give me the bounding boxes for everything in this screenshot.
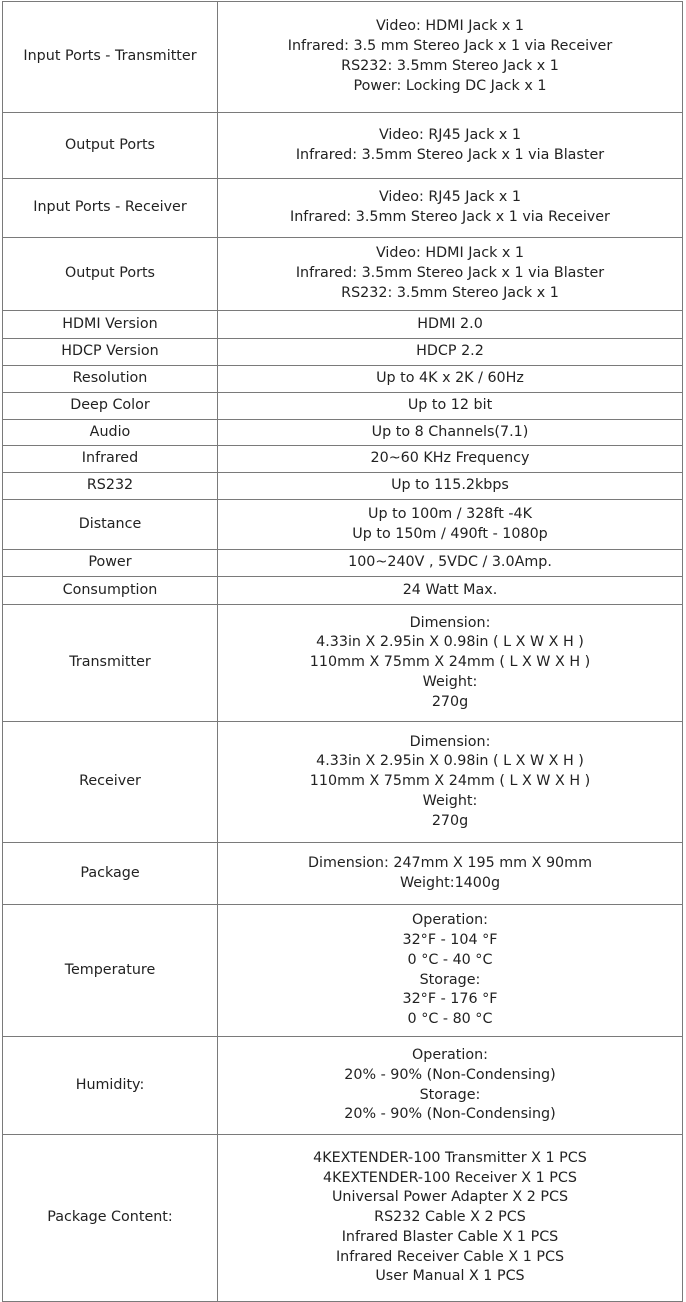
spec-value-line: Up to 4K x 2K / 60Hz	[376, 370, 524, 387]
spec-value-line: Weight:1400g	[399, 874, 501, 891]
spec-row	[3, 473, 683, 500]
spec-value-line: Infrared: 3.5 mm Stereo Jack x 1 via Receiver	[287, 38, 613, 55]
spec-value	[218, 843, 683, 905]
spec-value-line: Dimension: 247mm X 195 mm X 90mm	[308, 854, 592, 871]
spec-label: Infrared	[3, 446, 218, 473]
spec-value	[218, 420, 683, 446]
spec-value	[218, 500, 683, 550]
spec-label: RS232	[3, 473, 218, 500]
spec-row	[3, 238, 683, 311]
spec-value	[218, 2, 683, 113]
spec-value-line: 4.33in X 2.95in X 0.98in ( L X W X H )	[316, 634, 584, 651]
spec-value-line: Infrared: 3.5mm Stereo Jack x 1 via Blaster	[295, 146, 605, 163]
spec-row	[3, 113, 683, 179]
spec-value-line: 32°F - 176 °F	[402, 991, 498, 1008]
spec-value-line: Video: RJ45 Jack x 1	[378, 189, 522, 206]
spec-value	[218, 577, 683, 605]
spec-label: Output Ports	[3, 113, 218, 179]
spec-value-line: 110mm X 75mm X 24mm ( L X W X H )	[309, 773, 591, 790]
spec-value	[218, 238, 683, 311]
spec-value-line: 270g	[431, 693, 469, 710]
spec-value-line: HDMI 2.0	[417, 315, 483, 332]
spec-value-line: Storage:	[419, 1086, 481, 1103]
spec-value-line: 4KEXTENDER-100 Transmitter X 1 PCS	[313, 1149, 587, 1166]
spec-value-line: Up to 8 Channels(7.1)	[371, 423, 529, 440]
spec-value-line: Up to 100m / 328ft -4K	[368, 505, 532, 522]
spec-value-line: Up to 115.2kbps	[391, 477, 509, 494]
spec-value-line: Video: RJ45 Jack x 1	[378, 126, 522, 143]
spec-value	[218, 366, 683, 393]
spec-value-line: Power: Locking DC Jack x 1	[353, 77, 547, 94]
spec-value	[218, 905, 683, 1037]
spec-value	[218, 446, 683, 473]
spec-value-line: Infrared Blaster Cable X 1 PCS	[341, 1228, 559, 1245]
spec-label: Deep Color	[3, 393, 218, 420]
spec-value-line: RS232 Cable X 2 PCS	[374, 1209, 526, 1226]
spec-row	[3, 500, 683, 550]
spec-value-line: Video: HDMI Jack x 1	[375, 245, 525, 262]
spec-row	[3, 1037, 683, 1135]
spec-value	[218, 473, 683, 500]
spec-row	[3, 905, 683, 1037]
spec-value-line: Video: HDMI Jack x 1	[375, 18, 525, 35]
spec-label: Consumption	[3, 577, 218, 605]
spec-row	[3, 577, 683, 605]
spec-value-line: RS232: 3.5mm Stereo Jack x 1	[341, 58, 559, 74]
spec-label: HDCP Version	[3, 339, 218, 366]
spec-row	[3, 366, 683, 393]
spec-row	[3, 550, 683, 577]
spec-row	[3, 2, 683, 113]
spec-label: Temperature	[3, 905, 218, 1037]
spec-row	[3, 843, 683, 905]
spec-value-line: 4.33in X 2.95in X 0.98in ( L X W X H )	[316, 753, 584, 770]
spec-label: HDMI Version	[3, 311, 218, 339]
spec-value-line: Operation:	[412, 1046, 488, 1063]
spec-value-line: HDCP 2.2	[416, 343, 484, 360]
spec-value-line: 20% - 90% (Non-Condensing)	[344, 1106, 556, 1123]
spec-value	[218, 550, 683, 577]
spec-label: Input Ports - Transmitter	[3, 2, 218, 113]
spec-value	[218, 311, 683, 339]
spec-value-line: 32°F - 104 °F	[402, 931, 498, 948]
spec-value	[218, 605, 683, 722]
spec-value	[218, 339, 683, 366]
spec-value-line: 20% - 90% (Non-Condensing)	[344, 1066, 556, 1083]
spec-label: Power	[3, 550, 218, 577]
spec-row	[3, 393, 683, 420]
spec-label: Input Ports - Receiver	[3, 179, 218, 238]
spec-value-line: Infrared Receiver Cable X 1 PCS	[335, 1248, 565, 1265]
spec-label: Output Ports	[3, 238, 218, 311]
spec-value-line: Dimension:	[409, 733, 491, 750]
spec-label: Transmitter	[3, 605, 218, 722]
spec-row	[3, 1135, 683, 1302]
spec-value-line: Weight:	[422, 792, 478, 809]
spec-value-line: Storage:	[419, 971, 481, 988]
spec-row	[3, 722, 683, 843]
spec-value-line: 4KEXTENDER-100 Receiver X 1 PCS	[323, 1169, 577, 1186]
spec-value-line: Up to 150m / 490ft - 1080p	[352, 525, 548, 542]
spec-value-line: User Manual X 1 PCS	[375, 1268, 525, 1285]
spec-value-line: 20~60 KHz Frequency	[370, 450, 530, 467]
spec-value-line: Up to 12 bit	[407, 397, 493, 414]
spec-value	[218, 393, 683, 420]
spec-label: Resolution	[3, 366, 218, 393]
spec-label: Audio	[3, 420, 218, 446]
spec-value	[218, 1135, 683, 1302]
spec-row	[3, 339, 683, 366]
spec-label: Humidity:	[3, 1037, 218, 1135]
spec-value-line: Infrared: 3.5mm Stereo Jack x 1 via Blaster	[295, 265, 605, 282]
spec-table	[2, 1, 683, 1302]
spec-value-line: 24 Watt Max.	[402, 581, 498, 598]
spec-row	[3, 446, 683, 473]
spec-value-line: Dimension:	[409, 614, 491, 631]
spec-label: Receiver	[3, 722, 218, 843]
spec-table-body	[3, 2, 683, 1302]
spec-row	[3, 311, 683, 339]
spec-value-line: 0 °C - 40 °C	[407, 951, 493, 968]
spec-value-line: 0 °C - 80 °C	[407, 1011, 493, 1028]
spec-value	[218, 113, 683, 179]
spec-value-line: Infrared: 3.5mm Stereo Jack x 1 via Receiver	[290, 209, 610, 225]
spec-value	[218, 1037, 683, 1135]
spec-label: Package	[3, 843, 218, 905]
spec-row	[3, 420, 683, 446]
spec-label: Distance	[3, 500, 218, 550]
spec-label: Package Content:	[3, 1135, 218, 1302]
spec-row	[3, 179, 683, 238]
spec-value-line: 270g	[431, 812, 469, 829]
spec-value	[218, 179, 683, 238]
spec-value	[218, 722, 683, 843]
spec-value-line: Operation:	[412, 912, 488, 929]
spec-value-line: Universal Power Adapter X 2 PCS	[331, 1189, 569, 1206]
spec-value-line: Weight:	[422, 673, 478, 690]
spec-value-line: 100~240V , 5VDC / 3.0Amp.	[348, 554, 552, 571]
spec-row	[3, 605, 683, 722]
spec-value-line: RS232: 3.5mm Stereo Jack x 1	[341, 284, 559, 301]
spec-value-line: 110mm X 75mm X 24mm ( L X W X H )	[309, 654, 591, 671]
